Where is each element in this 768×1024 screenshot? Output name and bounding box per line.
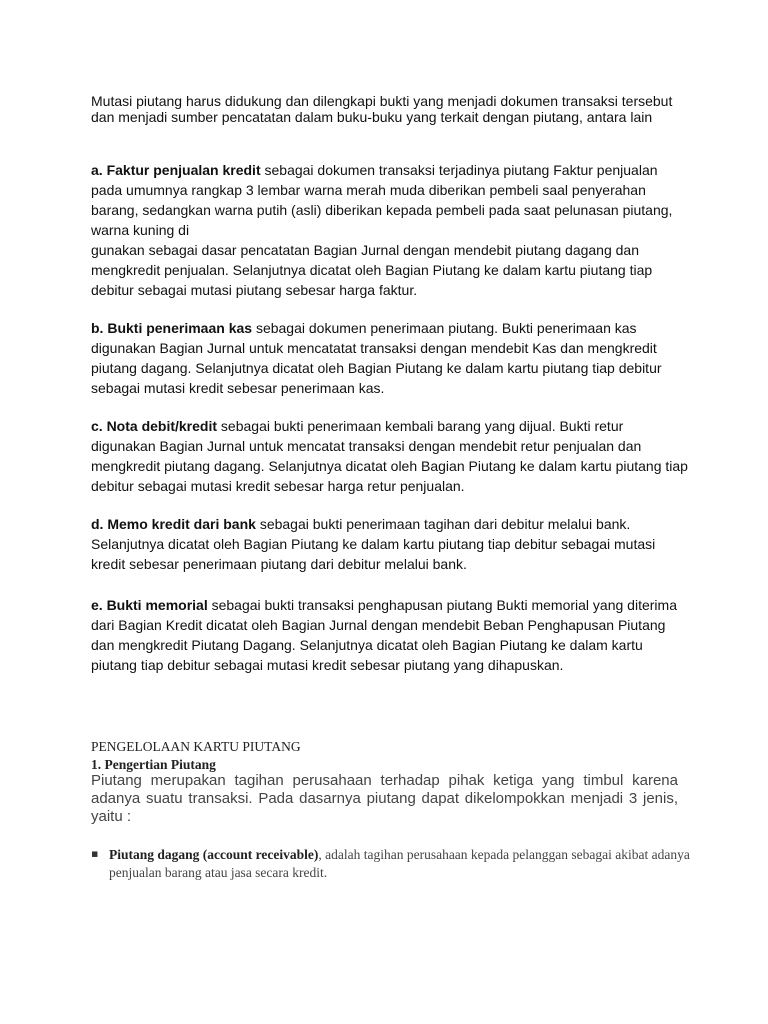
item-text: sebagai dokumen penerimaan piutang. Bukti penerimaan kas digunakan Bagian Jurnal untuk mencatatat transaksi dengan mendebit Kas dan mengkredit piutang dagang. Selanjutnya dicatat oleh Bagian Piutang ke dalam kartu piutang tiap debitur sebagai mutasi kredit sebesar penerimaan kas. (91, 320, 662, 396)
bullet-text (109, 846, 691, 882)
section-title: PENGELOLAAN KARTU PIUTANG (91, 739, 301, 754)
receipt-item-memorial (91, 595, 691, 675)
item-title: b. Bukti penerimaan kas (91, 320, 253, 336)
item-title: c. Nota debit/kredit (91, 418, 218, 434)
definition-paragraph: Piutang merupakan tagihan perusahaan terhadap pihak ketiga yang timbul karena adanya suatu transaksi. Pada dasarnya piutang dapat dikelompokkan menjadi 3 jenis, yaitu : (91, 772, 678, 825)
item-text: sebagai dokumen transaksi terjadinya piutang Faktur penjualan pada umumnya rangkap 3 lembar warna merah muda diberikan pembeli saal penyerahan barang, sedangkan warna putih (asli) diberikan kepada pembeli pada saat pelunasan piutang, warna kuning di (91, 162, 673, 238)
item-text: sebagai bukti penerimaan kembali barang yang dijual. Bukti retur digunakan Bagian Jurnal untuk mencatat transaksi dengan mendebit retur penjualan dan mengkredit piutang dagang. Selanjutnya dicatat oleh Bagian Piutang ke dalam kartu piutang tiap debitur sebagai mutasi kredit sebesar harga retur penjualan. (91, 418, 688, 494)
bullet-description: , adalah tagihan perusahaan kepada pelanggan sebagai akibat adanya penjualan barang atau jasa secara kredit. (109, 847, 690, 880)
receipt-item-bank-credit-memo (91, 514, 691, 574)
section-subtitle: 1. Pengertian Piutang (91, 757, 216, 772)
item-text: sebagai bukti transaksi penghapusan piutang Bukti memorial yang diterima dari Bagian Kredit dicatat oleh Bagian Jurnal dengan mendebit Beban Penghapusan Piutang dan mengkredit Piutang Dagang. Selanjutnya dicatat oleh Bagian Piutang ke dalam kartu piutang tiap debitur sebagai mutasi kredit sebesar piutang yang dihapuskan. (91, 597, 677, 673)
item-text: sebagai bukti penerimaan tagihan dari debitur melalui bank. Selanjutnya dicatat oleh Bagian Piutang ke dalam kartu piutang tiap debitur sebagai mutasi kredit sebesar penerimaan piutang dari debitur melalui bank. (91, 516, 656, 572)
receipt-item-sales-invoice (91, 160, 691, 300)
intro-paragraph: Mutasi piutang harus didukung dan dilengkapi bukti yang menjadi dokumen transaksi tersebut dan menjadi sumber pencatatan dalam buku-buku yang terkait dengan piutang, antara lain (91, 93, 673, 125)
receipt-item-debit-credit-note (91, 416, 691, 496)
item-text-continued: gunakan sebagai dasar pencatatan Bagian Jurnal dengan mendebit piutang dagang dan mengkredit penjualan. Selanjutnya dicatat oleh Bagian Piutang ke dalam kartu piutang tiap debitur sebagai mutasi piutang sebesar harga faktur. (91, 242, 653, 298)
item-title: e. Bukti memorial (91, 597, 208, 613)
square-bullet-icon: ▪ (91, 847, 99, 860)
receipt-item-cash-receipt (91, 318, 691, 398)
item-title: d. Memo kredit dari bank (91, 516, 256, 532)
bullet-term: Piutang dagang (account receivable) (109, 847, 319, 862)
item-title: a. Faktur penjualan kredit (91, 162, 261, 178)
